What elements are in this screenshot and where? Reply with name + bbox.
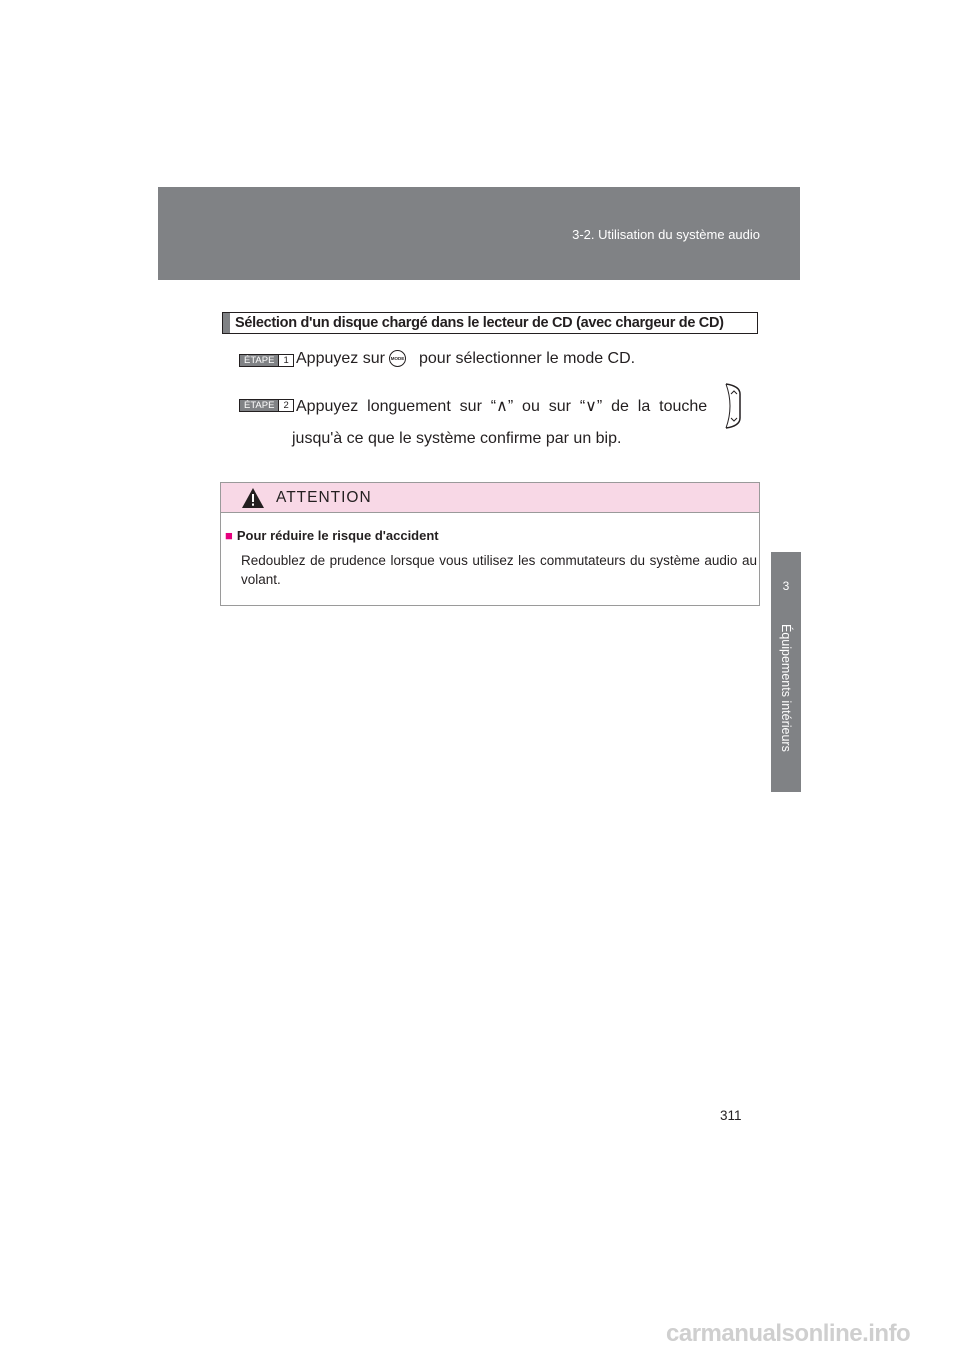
attention-item-title-text: Pour réduire le risque d'accident <box>236 528 439 543</box>
header-band <box>158 187 800 280</box>
chapter-side-tab <box>771 552 801 792</box>
step-1-badge <box>239 354 294 367</box>
mode-button-icon: MODE <box>389 350 406 367</box>
chapter-label: Équipements intérieurs <box>779 624 793 752</box>
attention-header <box>221 483 759 513</box>
page-number: 311 <box>720 1108 742 1123</box>
section-heading-bar <box>223 313 230 333</box>
step-1-text-after: pour sélectionner le mode CD. <box>419 350 636 367</box>
step-badge-number: 1 <box>278 355 292 366</box>
steering-switch-icon <box>720 382 748 430</box>
watermark: carmanualsonline.info <box>666 1320 911 1347</box>
section-heading-text: Sélection d'un disque chargé dans le lecteur de CD (avec chargeur de CD) <box>235 315 724 331</box>
step-1-text-before: Appuyez sur <box>296 350 385 367</box>
step-badge-word: ÉTAPE <box>240 355 278 366</box>
header-section-title: 3-2. Utilisation du système audio <box>572 227 760 242</box>
attention-box <box>220 482 760 606</box>
bullet-square-icon: ■ <box>225 528 233 543</box>
attention-item-title <box>225 528 439 543</box>
step-2-badge <box>239 399 294 412</box>
warning-triangle-icon <box>241 487 265 509</box>
step-2-text-line1: Appuyez longuement sur “∧” ou sur “∨” de la touche <box>296 398 708 415</box>
step-badge-word: ÉTAPE <box>240 400 278 411</box>
section-heading <box>222 312 758 334</box>
attention-item-text: Redoublez de prudence lorsque vous utilisez les commutateurs du système audio au volant. <box>241 553 757 587</box>
chapter-number: 3 <box>782 579 790 593</box>
step-badge-number: 2 <box>278 400 292 411</box>
step-2-text-line2: jusqu'à ce que le système confirme par un bip. <box>292 430 622 447</box>
attention-title: ATTENTION <box>276 489 372 506</box>
